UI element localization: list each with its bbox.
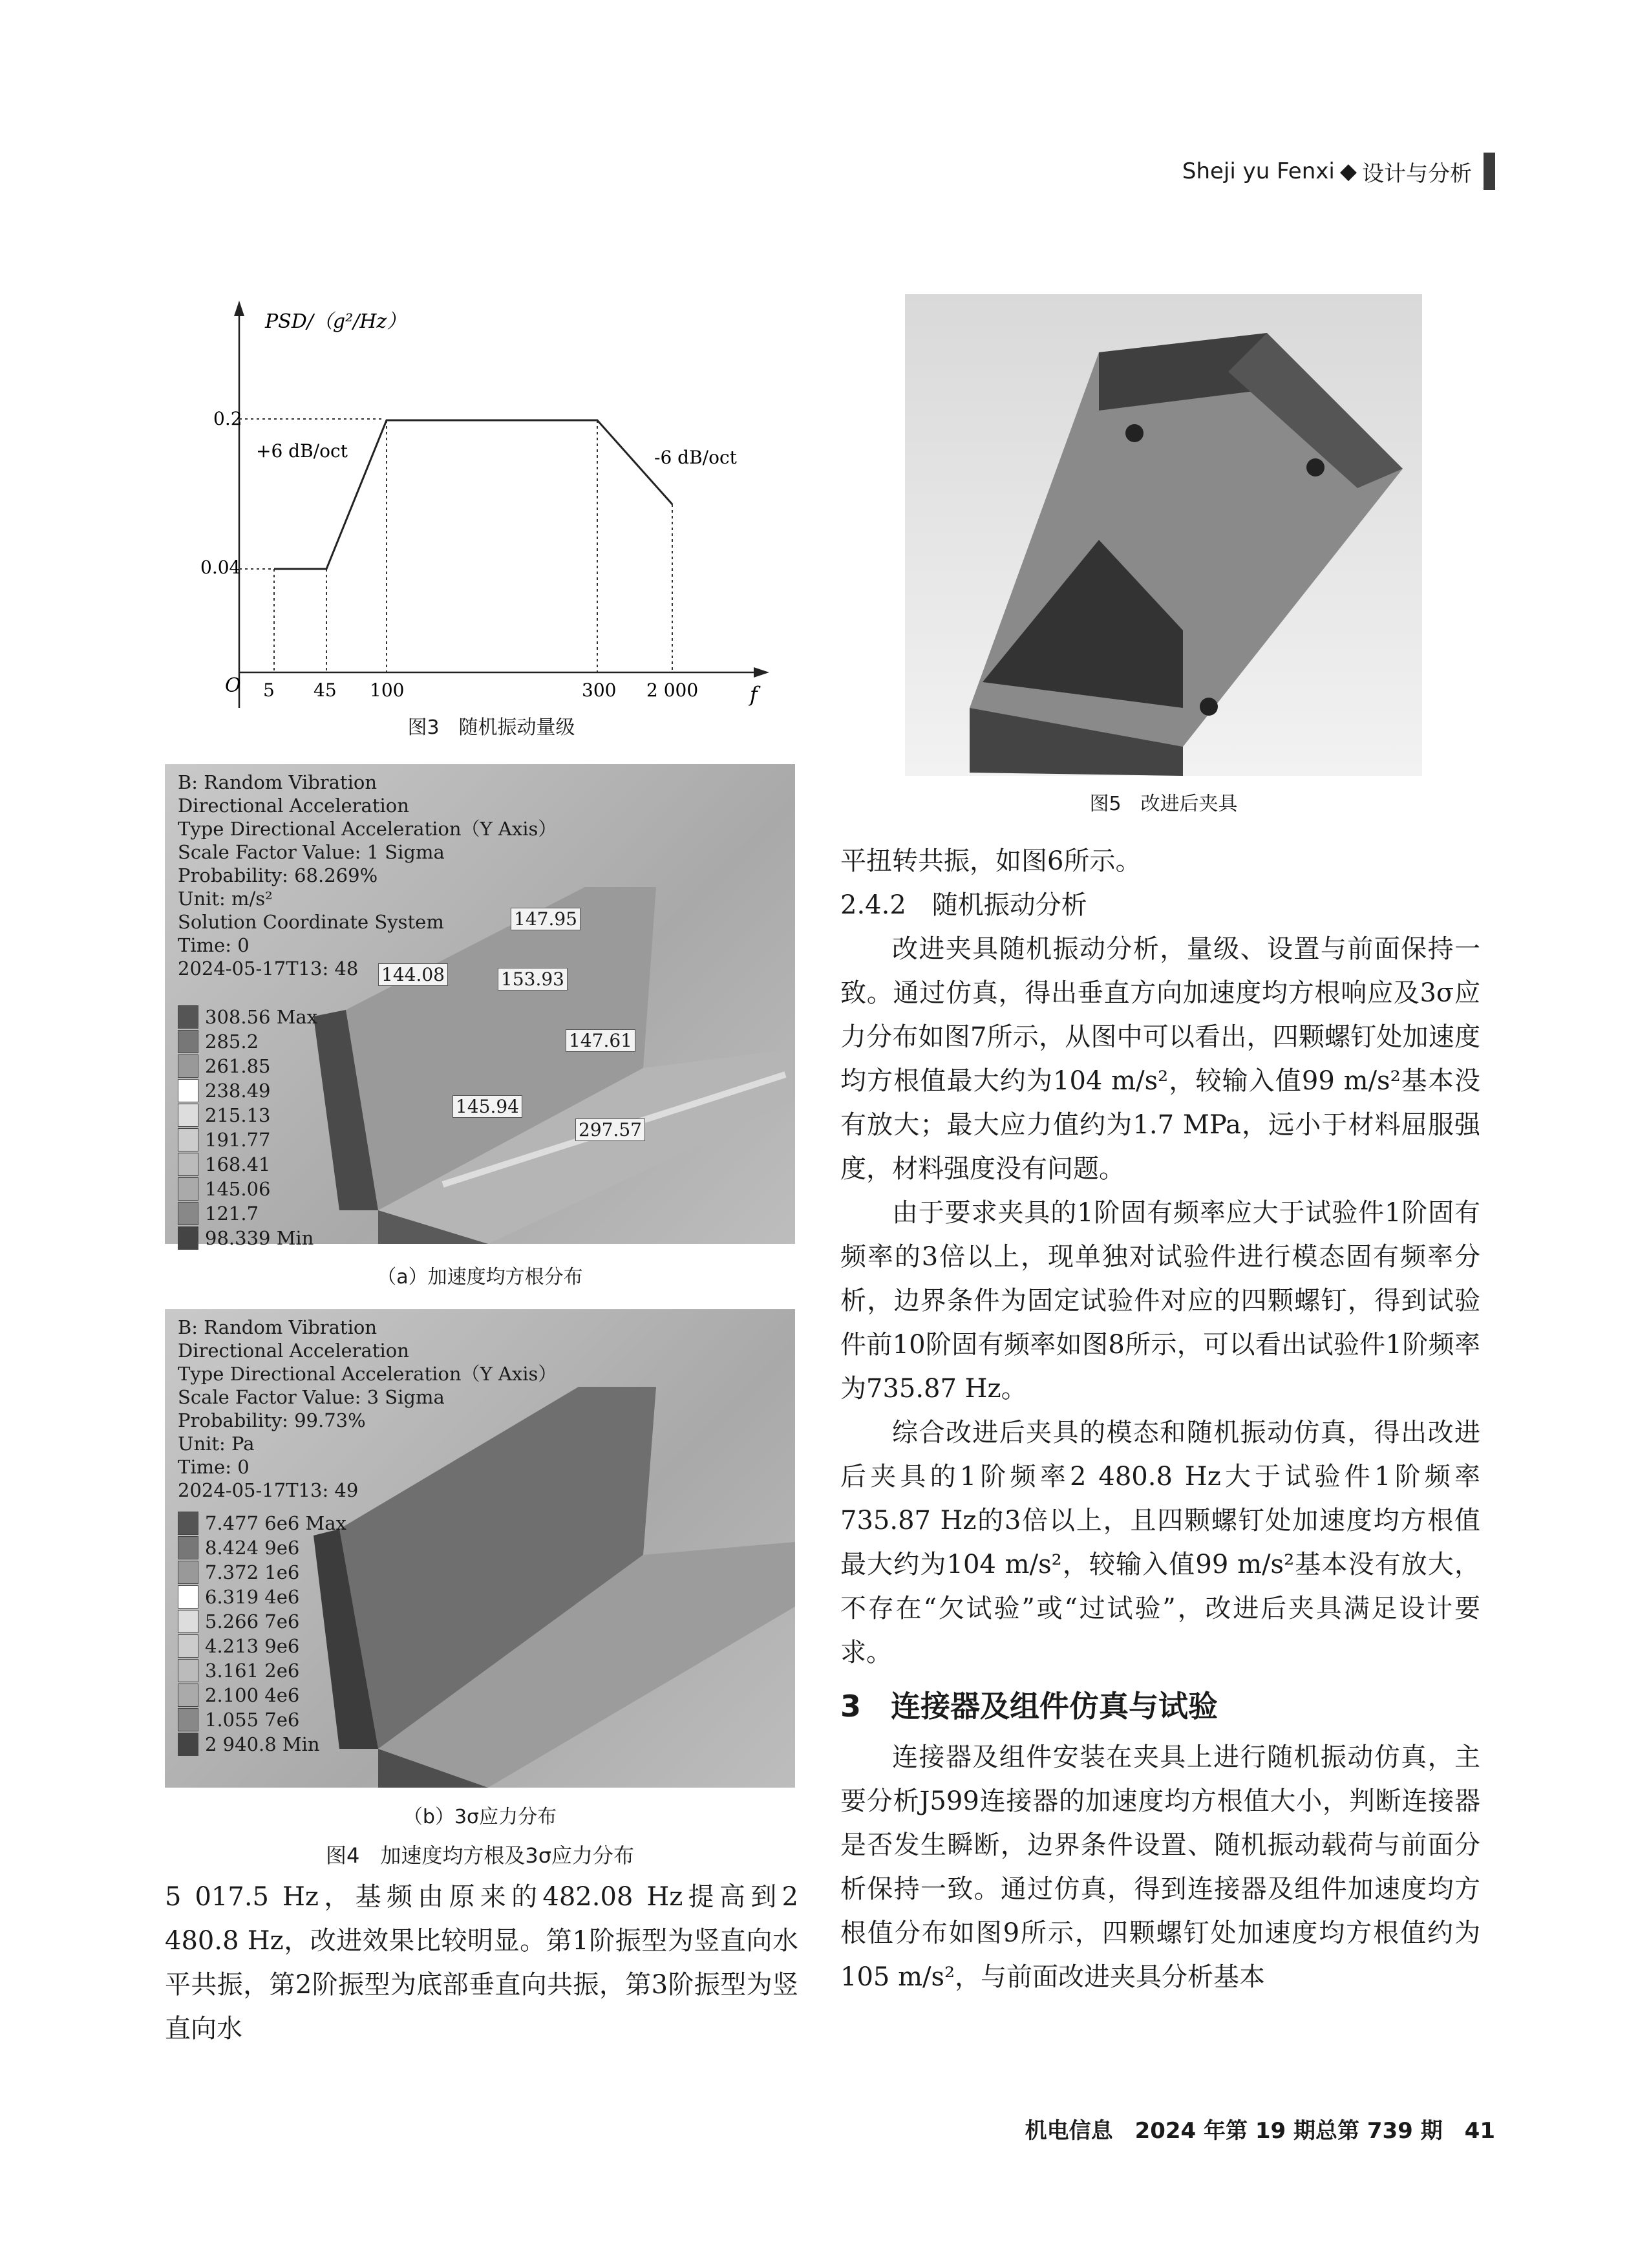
legend-item: 215.13 (178, 1103, 317, 1128)
x-axis-arrow (754, 667, 769, 678)
fig5-caption: 图5 改进后夹具 (1089, 793, 1238, 815)
right-para-1: 改进夹具随机振动分析，量级、设置与前面保持一致。通过仿真，得出垂直方向加速度均方根响应及3σ应力分布如图7所示，从图中可以看出，四颗螺钉处加速度均方根值最大约为104 m/s²，较输入值99 m/s²基本没有放大；最大应力值约为1.7 MPa，远小于材料屈服强度，材料强度没有问题。 (840, 934, 1480, 1184)
legend-item: 191.77 (178, 1128, 317, 1152)
info-line: 2024-05-17T13: 48 (178, 957, 359, 979)
info-line: Time: 0 (178, 1456, 250, 1478)
fig4b-legend (178, 1511, 346, 1757)
probe-label: 145.94 (452, 1095, 522, 1118)
xtick-300: 300 (582, 679, 617, 701)
info-line: Unit: Pa (178, 1433, 255, 1455)
y-axis-arrow (234, 301, 244, 316)
fig3-caption: 图3 随机振动量级 (407, 716, 575, 739)
legend-item: 168.41 (178, 1152, 317, 1177)
fig3-chart (194, 294, 789, 714)
probe-label: 147.95 (511, 908, 580, 930)
subsection-heading: 2.4.2 随机振动分析 (840, 890, 1087, 920)
origin-label: O (225, 674, 241, 697)
legend-item: 6.319 4e6 (178, 1585, 346, 1609)
info-line: Directional Acceleration (178, 795, 409, 817)
legend-item: 2.100 4e6 (178, 1683, 346, 1707)
running-header (1182, 153, 1495, 190)
probe-label: 144.08 (378, 963, 448, 986)
header-diamond: ◆ (1339, 158, 1357, 184)
fig4a-caption: （a）加速度均方根分布 (377, 1266, 583, 1289)
probe-label: 147.61 (566, 1029, 635, 1052)
right-para-2: 由于要求夹具的1阶固有频率应大于试验件1阶固有频率的3倍以上，现单独对试验件进行模态固有频率分析，边界条件为固定试验件对应的四颗螺钉，得到试验件前10阶固有频率如图8所示，可以看出试验件1阶频率为735.87 Hz。 (840, 1198, 1480, 1404)
legend-item: 285.2 (178, 1029, 317, 1054)
header-latin: Sheji yu Fenxi (1182, 158, 1335, 184)
right-para-4: 连接器及组件安装在夹具上进行随机振动仿真，主要分析J599连接器的加速度均方根值大小，判断连接器是否发生瞬断，边界条件设置、随机振动载荷与前面分析保持一致。通过仿真，得到连接器及组件加速度均方根值分布如图9所示，四颗螺钉处加速度均方根值约为105 m/s²，与前面改进夹具分析基本 (840, 1742, 1480, 1992)
page-footer: 机电信息 2024 年第 19 期总第 739 期 41 (1025, 2118, 1495, 2144)
legend-item: 8.424 9e6 (178, 1535, 346, 1560)
info-line: B: Random Vibration (178, 771, 377, 793)
info-line: Probability: 99.73% (178, 1409, 366, 1431)
section-heading: 3 连接器及组件仿真与试验 (840, 1689, 1218, 1724)
info-line: Probability: 68.269% (178, 864, 378, 886)
fig4a-info (178, 771, 557, 980)
xtick-2000: 2 000 (646, 679, 699, 701)
legend-item: 238.49 (178, 1078, 317, 1103)
right-para-3: 综合改进后夹具的模态和随机振动仿真，得出改进后夹具的1阶频率2 480.8 Hz大于试验件1阶频率735.87 Hz的3倍以上，且四颗螺钉处加速度均方根值最大约为104 m/s²，较输入值99 m/s²基本没有放大，不存在“欠试验”或“过试验”，改进后夹具满足设计要求。 (840, 1418, 1480, 1667)
legend-item: 98.339 Min (178, 1226, 317, 1250)
info-line: Type Directional Acceleration（Y Axis） (178, 818, 557, 840)
xtick-100: 100 (370, 679, 405, 701)
annot-down: -6 dB/oct (654, 447, 737, 468)
legend-item: 7.477 6e6 Max (178, 1511, 346, 1535)
annot-up: +6 dB/oct (256, 440, 348, 462)
header-cn: 设计与分析 (1362, 160, 1472, 187)
right-column (840, 839, 1480, 1999)
fig4a-simulation-image (165, 764, 795, 1249)
legend-item: 5.266 7e6 (178, 1609, 346, 1634)
info-line: Time: 0 (178, 934, 250, 956)
legend-item: 261.85 (178, 1054, 317, 1078)
fig5-fixture-shape (905, 294, 1422, 776)
info-line: Scale Factor Value: 1 Sigma (178, 841, 445, 863)
xtick-5: 5 (263, 679, 275, 701)
info-line: Unit: m/s² (178, 888, 273, 910)
fig4-caption: 图4 加速度均方根及3σ应力分布 (325, 1843, 634, 1868)
xtick-45: 45 (314, 679, 337, 701)
ytick-0.04: 0.04 (200, 557, 241, 578)
legend-item: 3.161 2e6 (178, 1658, 346, 1683)
fig5-fixture-image (905, 294, 1422, 776)
legend-item: 7.372 1e6 (178, 1560, 346, 1585)
fig4b-caption: （b）3σ应力分布 (403, 1806, 557, 1828)
right-para-0: 平扭转共振，如图6所示。 (840, 846, 1142, 876)
info-line: Type Directional Acceleration（Y Axis） (178, 1363, 557, 1385)
fig4a-legend (178, 1005, 317, 1250)
legend-item: 121.7 (178, 1201, 317, 1226)
ytick-0.2: 0.2 (213, 408, 242, 429)
probe-label: 153.93 (498, 968, 568, 990)
header-bar (1484, 153, 1495, 190)
legend-item: 4.213 9e6 (178, 1634, 346, 1658)
left-paragraph: 5 017.5 Hz，基频由原来的482.08 Hz提高到2 480.8 Hz，改进效果比较明显。第1阶振型为竖直向水平共振，第2阶振型为底部垂直向共振，第3阶振型为竖直向水 (165, 1882, 798, 2044)
fig4b-simulation-image (165, 1309, 795, 1788)
legend-item: 1.055 7e6 (178, 1707, 346, 1732)
y-axis-label: PSD/（g²/Hz） (265, 310, 407, 333)
x-axis-label: f (750, 682, 758, 707)
info-line: Solution Coordinate System (178, 911, 444, 933)
info-line: 2024-05-17T13: 49 (178, 1479, 359, 1501)
fig4b-info (178, 1316, 557, 1502)
legend-item: 2 940.8 Min (178, 1732, 346, 1757)
info-line: Directional Acceleration (178, 1340, 409, 1362)
probe-label: 297.57 (575, 1118, 645, 1141)
legend-item: 145.06 (178, 1177, 317, 1201)
info-line: B: Random Vibration (178, 1316, 377, 1338)
info-line: Scale Factor Value: 3 Sigma (178, 1386, 445, 1408)
legend-item: 308.56 Max (178, 1005, 317, 1029)
